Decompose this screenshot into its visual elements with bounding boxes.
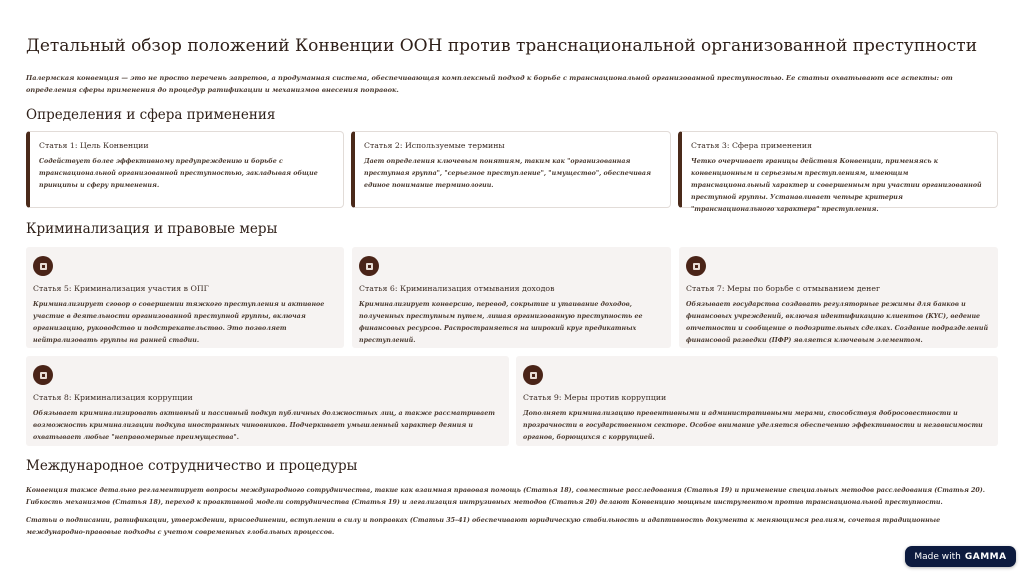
card-text: Криминализирует конверсию, перевод, сокрытие и утаивание доходов, полученных преступным путем, лишая организованную преступность ее финансовых ресурсов. Распространяется на широкий круг предикатных преступлений. bbox=[359, 301, 643, 344]
card-text: Криминализирует сговор о совершении тяжкого преступления и активное участие в деятельности организованной преступной группы, включая организацию, руководство и подстрекательство. Это позволяет нейтрализовать группы на ранней стадии. bbox=[33, 301, 325, 344]
card-text: Содействует более эффективному предупреждению и борьбе с транснациональной организованной преступностью, закладывая общие принципы и сферу применения. bbox=[39, 158, 318, 189]
made-with-gamma-badge[interactable] bbox=[905, 546, 1016, 567]
criminalization-card-article-5 bbox=[26, 247, 344, 348]
section-heading-criminalization: Криминализация и правовые меры bbox=[26, 221, 278, 237]
intro-text: Палермская конвенция — это не просто перечень запретов, а продуманная система, обеспечивающая комплексный подход к борьбе с транснациональной организованной преступностью. Ее статьи охватывают все аспекты: от определения сферы применения до процедур ратификации и механизмов внесения поправок. bbox=[26, 74, 953, 94]
criminalization-card-article-6 bbox=[352, 247, 671, 348]
card-title: Статья 6: Криминализация отмывания доходов bbox=[359, 284, 555, 293]
document-icon bbox=[523, 365, 543, 385]
definition-card-article-3 bbox=[678, 131, 998, 213]
cooperation-paragraph-1: Конвенция также детально регламентирует вопросы международного сотрудничества, такие как взаимная правовая помощь (Статья 18), совместные расследования (Статья 19) и применение специальных методов расследования (Статья 20). Гибкость механизмов (Статья 18), переход к проактивной модели сотрудничества (Статья 19) и легализация интрузивных методов (Статья 20) делают Конвенцию мощным инструментом против транснациональной преступности. bbox=[26, 487, 985, 506]
document-icon bbox=[359, 256, 379, 276]
document-icon bbox=[686, 256, 706, 276]
card-text: Обязывает государства создавать регуляторные режимы для банков и финансовых учреждений, включая идентификацию клиентов (KYC), ведение отчетности и сообщение о подозрительных сделках. Создание подразделений финансовой разведки (ПФР) является ключевым элементом. bbox=[686, 301, 989, 344]
criminalization-card-article-7 bbox=[679, 247, 998, 348]
badge-prefix: Made with bbox=[914, 551, 961, 562]
card-title: Статья 8: Криминализация коррупции bbox=[33, 393, 193, 402]
card-title: Статья 2: Используемые термины bbox=[364, 141, 505, 150]
document-icon bbox=[33, 256, 53, 276]
definition-card-article-2 bbox=[351, 131, 671, 208]
card-title: Статья 3: Сфера применения bbox=[691, 141, 812, 150]
card-text: Обязывает криминализировать активный и пассивный подкуп публичных должностных лиц, а также рассматривает возможность криминализации подкупа иностранных чиновников. Подчеркивает умышленный характер деяния и охватывает любые "неправомерные преимущества". bbox=[33, 410, 495, 441]
cooperation-paragraph-2: Статьи о подписании, ратификации, утверждении, присоединении, вступлении в силу и поправках (Статьи 35–41) обеспечивают юридическую стабильность и адаптивность документа к меняющимся реалиям, сочетая традиционные международно-правовые подходы с учетом современных глобальных процессов. bbox=[26, 517, 941, 536]
document-icon bbox=[33, 365, 53, 385]
criminalization-card-article-8 bbox=[26, 356, 509, 446]
card-text: Дополняет криминализацию превентивными и административными мерами, способствуя добросовестности и прозрачности в государственном секторе. Особое внимание уделяется обеспечению эффективности и независимости органов, борющихся с коррупцией. bbox=[523, 410, 983, 441]
card-title: Статья 7: Меры по борьбе с отмыванием денег bbox=[686, 284, 881, 293]
page-title: Детальный обзор положений Конвенции ООН против транснациональной организованной преступности bbox=[26, 36, 978, 56]
gamma-logo: GAMMA bbox=[964, 551, 1007, 562]
definition-card-article-1 bbox=[26, 131, 344, 208]
card-title: Статья 5: Криминализация участия в ОПГ bbox=[33, 284, 209, 293]
card-title: Статья 9: Меры против коррупции bbox=[523, 393, 667, 402]
card-title: Статья 1: Цель Конвенции bbox=[39, 141, 149, 150]
card-text: Дает определения ключевым понятиям, таким как "организованная преступная группа", "серьезное преступление", "имущество", обеспечивая единое понимание терминологии. bbox=[364, 158, 652, 189]
section-heading-cooperation: Международное сотрудничество и процедуры bbox=[26, 458, 358, 474]
card-text: Четко очерчивает границы действия Конвенции, применяясь к конвенционным и серьезным преступлениям, имеющим транснациональный характер и совершенным при участии организованной преступной группы. Устанавливает четыре критерия "транснационального характера" преступления. bbox=[691, 158, 982, 213]
criminalization-card-article-9 bbox=[516, 356, 998, 446]
section-heading-definitions: Определения и сфера применения bbox=[26, 107, 276, 123]
